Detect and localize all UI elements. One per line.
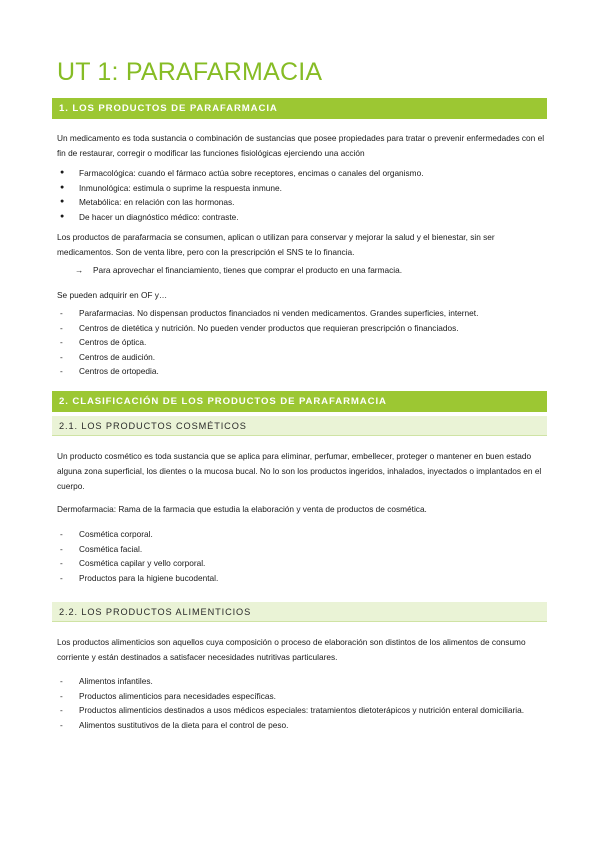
dash-icon: - xyxy=(60,705,63,715)
cosmetics-list xyxy=(57,527,547,585)
list-item: - Alimentos infantiles. xyxy=(57,674,547,689)
list-item: - Cosmética corporal. xyxy=(57,527,547,542)
dash-icon: - xyxy=(60,529,63,539)
list-item: ● Metabólica: en relación con las hormonas. xyxy=(57,195,547,210)
dash-icon: - xyxy=(60,308,63,318)
dash-icon: - xyxy=(60,690,63,701)
list-item: - Productos alimenticios destinados a usos médicos especiales: tratamientos dietoterápicos y nutrición enteral domiciliaria. xyxy=(57,703,547,718)
list-item: - Cosmética capilar y vello corporal. xyxy=(57,556,547,571)
dash-icon: - xyxy=(60,572,63,583)
list-item: - Centros de ortopedia. xyxy=(57,364,547,379)
bullet-icon: ● xyxy=(60,183,65,191)
dash-icon: - xyxy=(60,558,63,568)
list-item: - Centros de óptica. xyxy=(57,335,547,350)
list-item: ● Inmunológica: estimula o suprime la respuesta inmune. xyxy=(57,181,547,196)
actions-list xyxy=(57,166,547,224)
arrow-right-icon: → xyxy=(75,265,84,275)
dermofarmacia-definition: Dermofarmacia: Rama de la farmacia que estudia la elaboración y venta de productos de cosmética. xyxy=(57,504,427,514)
list-item: - Centros de audición. xyxy=(57,350,547,365)
dash-icon: - xyxy=(60,322,63,333)
dash-icon: - xyxy=(60,543,63,554)
list-item: ● De hacer un diagnóstico médico: contraste. xyxy=(57,210,547,225)
list-item: - Alimentos sustitutivos de la dieta para el control de peso. xyxy=(57,718,547,733)
places-list xyxy=(57,306,547,379)
subsection-heading-2-2: 2.2. LOS PRODUCTOS ALIMENTICIOS xyxy=(52,602,547,622)
list-item: - Productos para la higiene bucodental. xyxy=(57,571,547,586)
list-item: ● Farmacológica: cuando el fármaco actúa sobre receptores, encimas o canales del organismo. xyxy=(57,166,547,181)
dash-icon: - xyxy=(60,366,63,376)
dash-icon: - xyxy=(60,351,63,362)
subsection-heading-2-1: 2.1. LOS PRODUCTOS COSMÉTICOS xyxy=(52,416,547,436)
financing-note: → Para aprovechar el financiamiento, tienes que comprar el producto en una farmacia. xyxy=(75,263,545,278)
alimenticio-definition: Los productos alimenticios son aquellos cuya composición o proceso de elaboración son distintos de los alimentos de consumo corriente y están destinados a satisfacer necesidades nutritivas particulares. xyxy=(57,637,526,662)
list-item: - Parafarmacias. No dispensan productos financiados ni venden medicamentos. Grandes superficies, internet. xyxy=(57,306,547,321)
medicamento-definition: Un medicamento es toda sustancia o combinación de sustancias que posee propiedades para tratar o prevenir enfermedades con el fin de restaurar, corregir o modificar las funciones fisiológicas ejerciendo una acción xyxy=(57,133,545,158)
page-title: UT 1: PARAFARMACIA xyxy=(57,58,323,86)
bullet-icon: ● xyxy=(60,212,65,220)
bullet-icon: ● xyxy=(60,169,65,176)
acquire-intro: Se pueden adquirir en OF y… xyxy=(57,290,168,300)
list-item: - Productos alimenticios para necesidades específicas. xyxy=(57,689,547,704)
section-heading-2: 2. CLASIFICACIÓN DE LOS PRODUCTOS DE PARAFARMACIA xyxy=(52,391,547,412)
parafarmacia-definition: Los productos de parafarmacia se consumen, aplican o utilizan para conservar y mejorar la salud y el bienestar, sin ser medicamentos. Son de venta libre, pero con la prescripción el SNS te lo financia. xyxy=(57,232,495,257)
food-products-list xyxy=(57,674,547,732)
list-item: - Centros de dietética y nutrición. No pueden vender productos que requieran prescripción o financiados. xyxy=(57,321,547,336)
cosmetico-definition: Un producto cosmético es toda sustancia que se aplica para eliminar, perfumar, embellecer, proteger o mantener en buen estado alguna zona superficial, los dientes o la mucosa bucal. No lo son los productos ingeridos, inhalados, inyectados o implantados en el cuerpo. xyxy=(57,451,542,491)
bullet-icon: ● xyxy=(60,198,65,205)
dash-icon: - xyxy=(60,337,63,347)
dash-icon: - xyxy=(60,676,63,686)
list-item: - Cosmética facial. xyxy=(57,542,547,557)
dash-icon: - xyxy=(60,719,63,730)
section-heading-1: 1. LOS PRODUCTOS DE PARAFARMACIA xyxy=(52,98,547,119)
